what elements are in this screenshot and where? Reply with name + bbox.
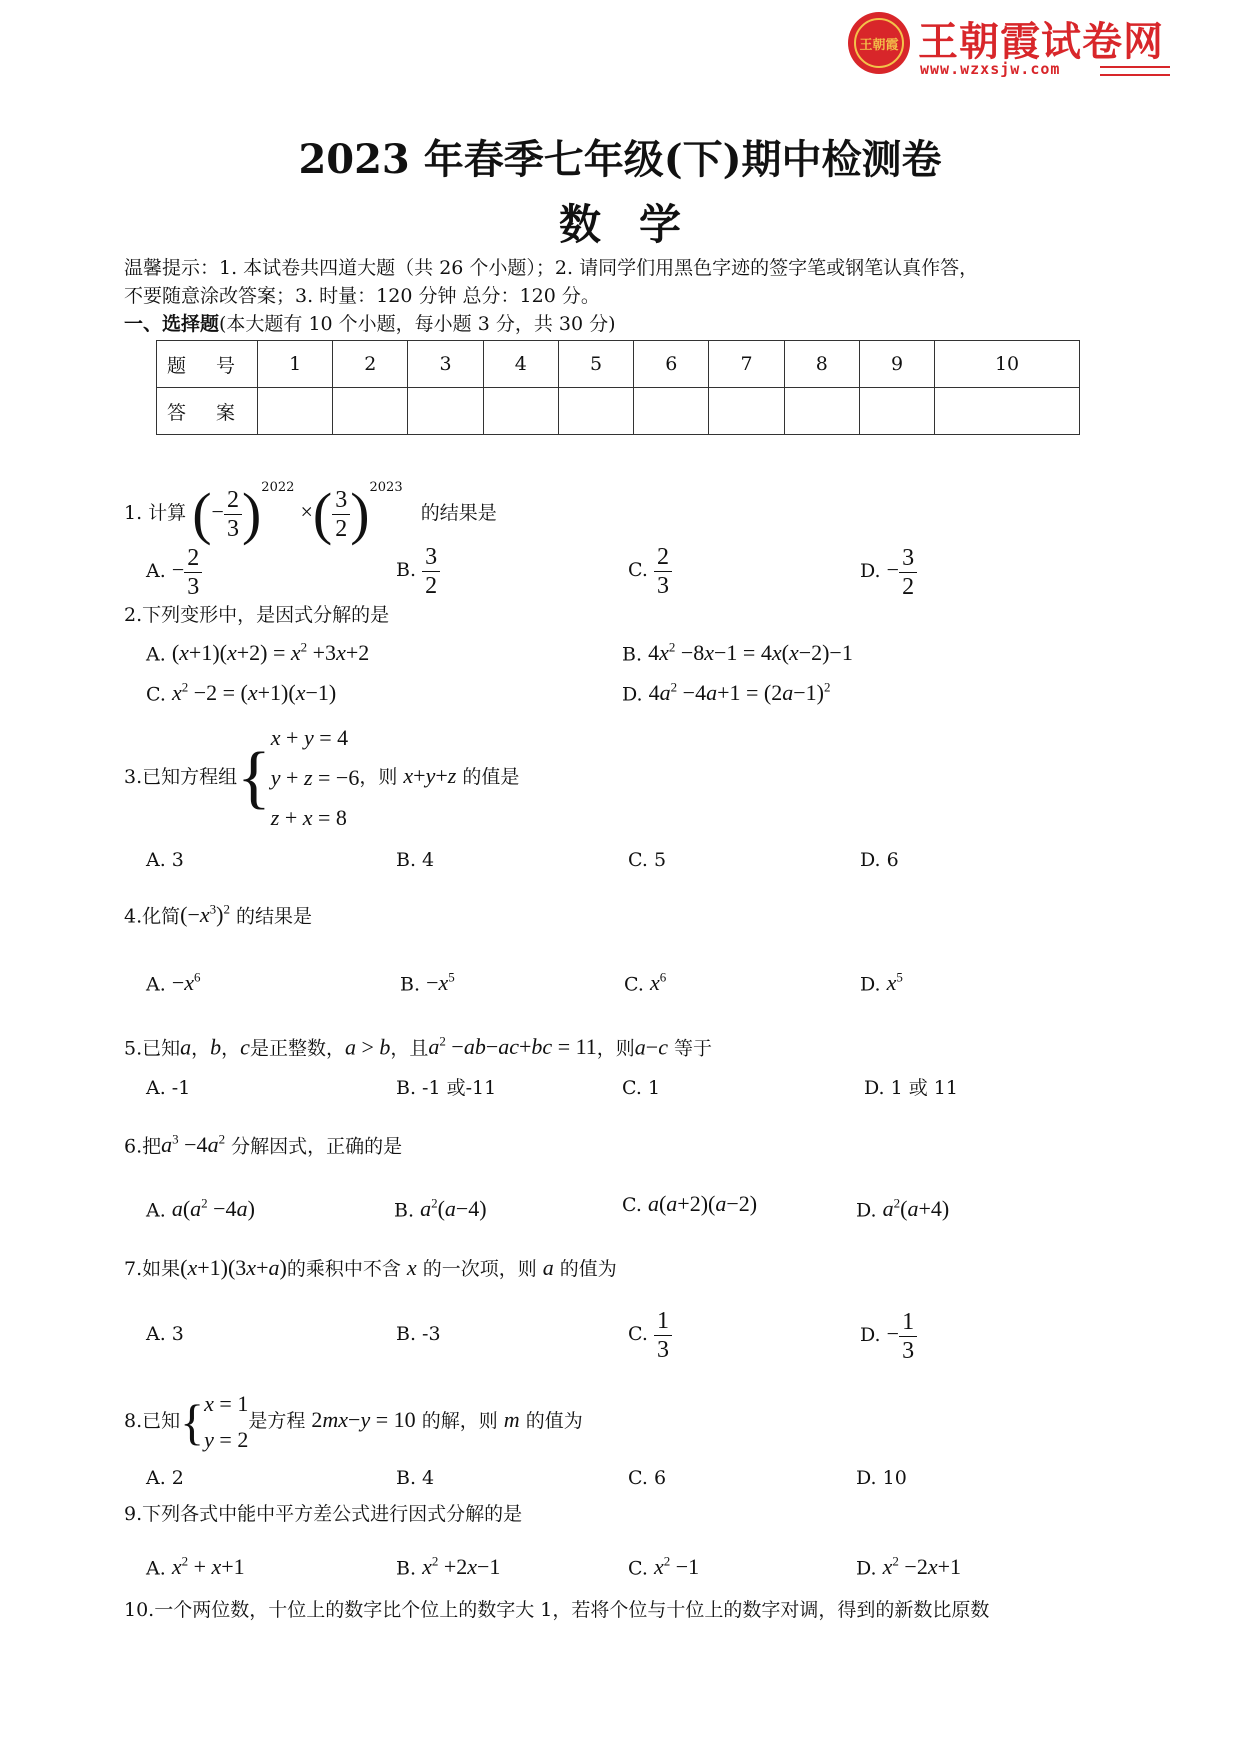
q9-option-b[interactable]: B. $x^2 +2x-1$: [396, 1554, 501, 1580]
table-number: 7: [709, 341, 784, 388]
q3-option-a[interactable]: A. 3: [146, 849, 184, 871]
page-subtitle: 数学: [558, 200, 719, 249]
table-number: 10: [935, 341, 1080, 388]
q5-option-c[interactable]: C. 1: [622, 1077, 661, 1099]
answer-cell[interactable]: [258, 388, 333, 435]
q8-option-b[interactable]: B. 4: [396, 1467, 435, 1489]
table-number: 9: [859, 341, 934, 388]
table-number: 1: [258, 341, 333, 388]
q2-option-b[interactable]: B. $4x^2 -8x-1 = 4x(x-2)-1$: [622, 640, 853, 666]
q4-option-c[interactable]: C. $x^6$: [624, 970, 667, 996]
answer-table: [156, 340, 1080, 435]
answer-cell[interactable]: [333, 388, 408, 435]
question-9: 9.下列各式中能中平方差公式进行因式分解的是: [124, 1503, 523, 1525]
q1-option-d[interactable]: D. − $\frac{3}{2}$: [860, 538, 917, 602]
brand-name: 王朝霞试卷网: [918, 19, 1164, 65]
q6-option-a[interactable]: A. $a(a^2 -4a)$: [146, 1196, 255, 1222]
notice-line-1: 温馨提示：1. 本试卷共四道大题（共 26 个小题）；2. 请同学们用黑色字迹的签字笔或钢笔认真作答，: [124, 257, 979, 279]
table-number: 5: [558, 341, 633, 388]
question-1: 1. 计算 (− $\frac{2}{3}$ )$^{2022}$ ×( $\frac{3}{2}$ )$^{2023}$ 的结果是: [124, 480, 497, 546]
table-number: 6: [634, 341, 709, 388]
q2-option-a[interactable]: A. $(x+1)(x+2) = x^2 +3x+2$: [146, 640, 370, 666]
answer-cell[interactable]: [483, 388, 558, 435]
answer-table-number-row: [157, 341, 1080, 388]
q4-option-b[interactable]: B. $-x^5$: [400, 970, 455, 996]
section-1-note: (本大题有 10 个小题，每小题 3 分，共 30 分): [219, 313, 616, 335]
question-7: 7.如果(x+1)(3x+a)的乘积中不含 x 的一次项，则 a 的值为: [124, 1255, 617, 1280]
q4-option-d[interactable]: D. $x^5$: [860, 970, 903, 996]
q7-option-a[interactable]: A. 3: [146, 1323, 184, 1345]
q7-option-c[interactable]: C. $\frac{1}{3}$: [628, 1302, 672, 1366]
q7-option-b[interactable]: B. -3: [396, 1323, 441, 1345]
q6-option-b[interactable]: B. $a^2(a-4)$: [394, 1196, 487, 1222]
table-number: 2: [333, 341, 408, 388]
question-2: 2.下列变形中，是因式分解的是: [124, 604, 390, 626]
q7-option-d[interactable]: D. − $\frac{1}{3}$: [860, 1302, 917, 1366]
q1-option-c[interactable]: C. $\frac{2}{3}$: [628, 538, 672, 602]
q5-option-d[interactable]: D. 1 或 11: [864, 1077, 958, 1099]
question-6: 6.把$a^3 -4a^2$ 分解因式，正确的是: [124, 1132, 403, 1158]
answer-cell[interactable]: [558, 388, 633, 435]
q3-option-d[interactable]: D. 6: [860, 849, 899, 871]
answer-cell[interactable]: [408, 388, 483, 435]
q2-option-c[interactable]: C. $x^2 -2 = (x+1)(x-1)$: [146, 680, 337, 706]
q5-option-a[interactable]: A. -1: [146, 1077, 191, 1099]
answer-cell[interactable]: [709, 388, 784, 435]
q5-option-b[interactable]: B. -1 或-11: [396, 1077, 497, 1099]
logo-seal: 王朝霞: [848, 12, 910, 74]
section-1-label: 一、选择题: [124, 313, 220, 335]
logo-decoration: [1100, 66, 1170, 76]
answer-cell[interactable]: [935, 388, 1080, 435]
table-header-number: 题 号: [157, 341, 258, 388]
answer-cell[interactable]: [784, 388, 859, 435]
section-1-heading: [124, 310, 616, 338]
brand-logo: [848, 10, 1168, 76]
answer-table-answer-row: [157, 388, 1080, 435]
q6-option-d[interactable]: D. $a^2(a+4)$: [856, 1196, 950, 1222]
answer-cell[interactable]: [859, 388, 934, 435]
q9-option-a[interactable]: A. $x^2 + x+1$: [146, 1554, 245, 1580]
q8-option-d[interactable]: D. 10: [856, 1467, 907, 1489]
q1-option-a[interactable]: A. − $\frac{2}{3}$: [146, 538, 202, 602]
question-10: 10.一个两位数，十位上的数字比个位上的数字大 1，若将个位与十位上的数字对调，得到的新数比原数: [124, 1599, 990, 1621]
table-number: 4: [483, 341, 558, 388]
table-number: 8: [784, 341, 859, 388]
q6-option-c[interactable]: C. a(a+2)(a−2): [622, 1191, 758, 1216]
table-header-answer: 答 案: [157, 388, 258, 435]
q8-option-a[interactable]: A. 2: [146, 1467, 184, 1489]
q3-option-c[interactable]: C. 5: [628, 849, 667, 871]
page-title: 2023 年春季七年级(下)期中检测卷: [298, 136, 942, 183]
q8-option-c[interactable]: C. 6: [628, 1467, 667, 1489]
q2-option-d[interactable]: D. $4a^2 -4a+1 = (2a-1)^2$: [622, 680, 831, 706]
q3-option-b[interactable]: B. 4: [396, 849, 435, 871]
question-4: 4.化简$(-x^3)^2$ 的结果是: [124, 902, 313, 928]
answer-cell[interactable]: [634, 388, 709, 435]
brand-url: www.wzxsjw.com: [920, 60, 1061, 78]
q9-option-c[interactable]: C. $x^2 -1$: [628, 1554, 700, 1580]
q1-option-b[interactable]: B. $\frac{3}{2}$: [396, 538, 440, 602]
table-number: 3: [408, 341, 483, 388]
question-3: 3.已知方程组{ x + y = 4 y + z = −6 z + x = 8 ，则 x+y+z 的值是: [124, 725, 520, 830]
question-8: 8.已知{ x = 1 y = 2 是方程 2mx−y = 10 的解，则 m 的值为: [124, 1391, 583, 1452]
q9-option-d[interactable]: D. $x^2 -2x+1$: [856, 1554, 962, 1580]
notice-line-2: 不要随意涂改答案；3. 时量：120 分钟 总分：120 分。: [124, 285, 600, 307]
q4-option-a[interactable]: A. $-x^6$: [146, 970, 201, 996]
question-5: 5.已知a，b，c是正整数，a > b，且$a^2 -ab-ac+bc = 11$，则a−c 等于: [124, 1034, 713, 1060]
